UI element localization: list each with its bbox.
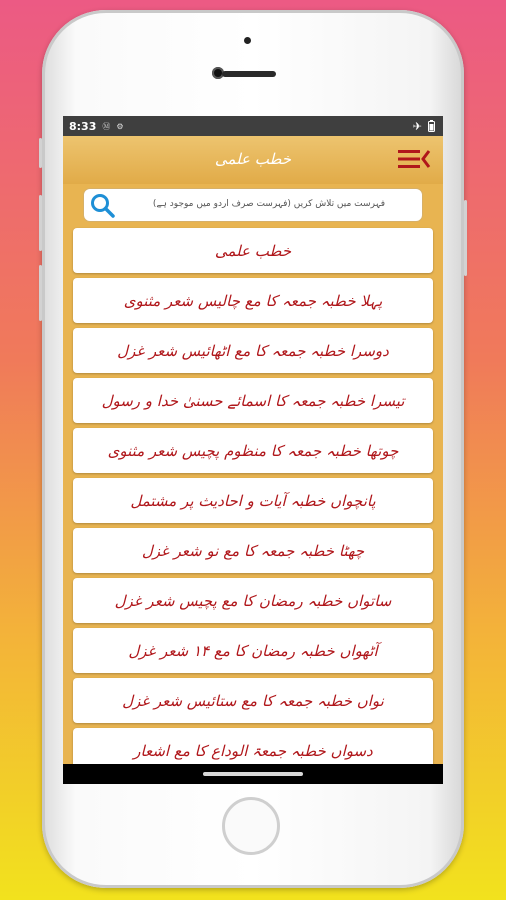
airplane-icon: ✈ [412,119,422,133]
list-item[interactable]: خطب علمی [73,228,433,273]
volume-up-button [39,195,42,251]
volume-down-button [39,265,42,321]
list-item[interactable]: آٹھواں خطبہ رمضان کا مع ۱۴ شعر غزل [73,628,433,673]
status-right-icons [413,120,435,133]
list-item[interactable]: چھٹا خطبہ جمعہ کا مع نو شعر غزل [73,528,433,573]
gesture-nav-bar [63,764,443,784]
earpiece-speaker [222,71,276,77]
search-placeholder[interactable]: فہرست میں تلاش کریں (فہرست صرف اردو میں موجود ہے) [152,199,386,209]
home-button[interactable] [222,797,280,855]
home-gesture-handle[interactable] [203,772,303,776]
battery-icon [428,120,435,132]
list-item[interactable]: پانچواں خطبہ آیات و احادیث پر مشتمل [73,478,433,523]
content-area [63,184,443,764]
menu-arrow-icon[interactable] [396,146,432,172]
app-bar [63,136,443,184]
search-box[interactable] [83,188,423,222]
notification-icon-1: Ⓜ [102,121,111,131]
list-item[interactable]: دوسرا خطبہ جمعہ کا مع اٹھائیس شعر غزل [73,328,433,373]
app-title: خطب علمی [214,150,292,168]
notification-icon-2: ⚙ [116,121,124,131]
device-screen [63,116,443,784]
power-button [464,200,467,276]
list-item[interactable]: پہلا خطبہ جمعہ کا مع چالیس شعر مثنوی [73,278,433,323]
list-item[interactable]: ساتواں خطبہ رمضان کا مع پچیس شعر غزل [73,578,433,623]
list-item[interactable]: دسواں خطبہ جمعۃ الوداع کا مع اشعار [73,728,433,773]
status-bar [63,116,443,136]
status-time: 8:33 [69,119,97,133]
mute-switch [39,138,42,168]
list-item[interactable]: نواں خطبہ جمعہ کا مع ستائیس شعر غزل [73,678,433,723]
list-item[interactable]: چوتھا خطبہ جمعہ کا منظوم پچیس شعر مثنوی [73,428,433,473]
list-item[interactable]: تیسرا خطبہ جمعہ کا اسمائے حسنیٰ خدا و رسول [73,378,433,423]
search-icon[interactable] [90,193,116,219]
front-sensor [244,37,251,44]
